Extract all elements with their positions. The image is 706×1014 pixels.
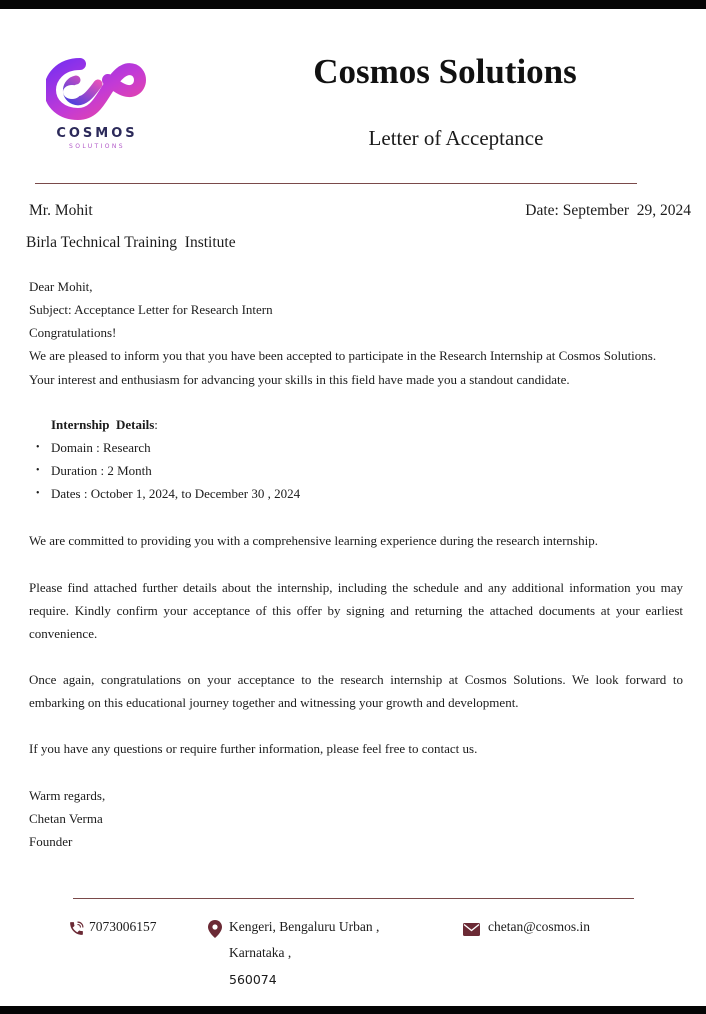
congratulations-line: Congratulations! xyxy=(29,325,117,340)
bullet-icon: • xyxy=(36,488,40,499)
footer-email[interactable]: chetan@cosmos.in xyxy=(488,919,591,934)
mail-icon xyxy=(463,923,480,936)
intro-line-1: We are pleased to inform you that you have been accepted to participate in the Research Internship at Cosmos Solutions. xyxy=(29,348,657,363)
footer-address-zip: 560074 xyxy=(229,972,277,987)
congrats-paragraph: Once again, congratulations on your acceptance to the research internship at Cosmos Solutions. We look forward to embarking on this educational journey together and witnessing your growth and development. xyxy=(29,672,683,710)
footer-address-line-1: Kengeri, Bengaluru Urban , xyxy=(229,919,380,934)
signer-name: Chetan Verma xyxy=(29,811,103,826)
subject-line: Subject: Acceptance Letter for Research Intern xyxy=(29,302,273,317)
internship-details-label: Internship Details xyxy=(51,417,155,432)
attached-details-paragraph: Please find attached further details about the internship, including the schedule and any additional information you may require. Kindly confirm your acceptance of this offer by signing and returning the attached documents at your earliest convenience. xyxy=(29,580,683,641)
internship-details-colon: : xyxy=(154,417,158,432)
footer-divider xyxy=(73,898,634,899)
letter-title: Letter of Acceptance xyxy=(368,126,544,150)
questions-paragraph: If you have any questions or require further information, please feel free to contact us. xyxy=(29,741,478,756)
bullet-icon: • xyxy=(36,465,40,476)
internship-details-title xyxy=(51,417,158,433)
signer-title: Founder xyxy=(29,834,73,849)
company-logo xyxy=(42,56,152,156)
logo-wordmark: COSMOS xyxy=(56,126,138,141)
detail-domain: Domain : Research xyxy=(51,440,151,455)
phone-icon xyxy=(68,920,85,937)
greeting: Dear Mohit, xyxy=(29,279,93,294)
footer-phone: 7073006157 xyxy=(89,919,157,934)
company-name-heading: Cosmos Solutions xyxy=(313,52,577,91)
commitment-paragraph: We are committed to providing you with a comprehensive learning experience during the research internship. xyxy=(29,533,598,548)
bottom-border-bar xyxy=(0,1006,706,1014)
infinity-logo-icon xyxy=(46,56,146,122)
closing-line: Warm regards, xyxy=(29,788,106,803)
letter-date: Date: September 29, 2024 xyxy=(525,202,691,219)
intro-line-2: Your interest and enthusiasm for advancing your skills in this field have made you a standout candidate. xyxy=(29,372,570,387)
footer-address-line-2: Karnataka , xyxy=(229,945,292,960)
header-divider xyxy=(35,183,637,184)
recipient-name: Mr. Mohit xyxy=(29,202,93,219)
logo-tagline: SOLUTIONS xyxy=(68,143,126,150)
detail-duration: Duration : 2 Month xyxy=(51,463,152,478)
recipient-institute: Birla Technical Training Institute xyxy=(26,234,236,251)
detail-dates: Dates : October 1, 2024, to December 30 , 2024 xyxy=(51,486,301,501)
top-border-bar xyxy=(0,0,706,9)
location-pin-icon xyxy=(208,920,222,938)
bullet-icon: • xyxy=(36,442,40,453)
